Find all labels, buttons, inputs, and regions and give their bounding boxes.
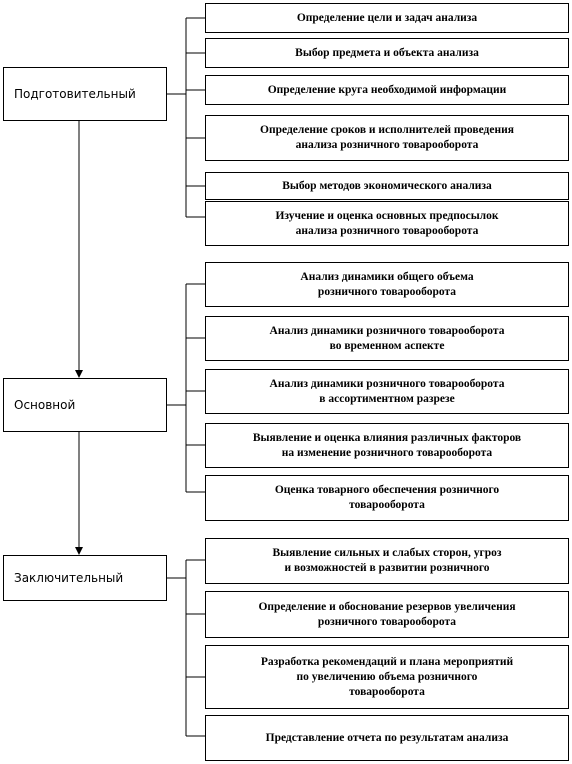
stage-box-prep: Подготовительный — [3, 67, 167, 121]
step-label: Изучение и оценка основных предпосылок анализа розничного товарооборота — [275, 209, 499, 237]
step-box-final-4 — [205, 715, 569, 761]
step-label: Определение круга необходимой информации — [267, 83, 507, 96]
step-label: Определение и обоснование резервов увеличения розничного товарооборота — [258, 600, 516, 628]
step-box-final-2 — [205, 591, 569, 638]
step-box-prep-4 — [205, 115, 569, 161]
step-label: Выявление сильных и слабых сторон, угроз и возможностей в развитии розничного — [272, 547, 502, 574]
step-label: Выбор методов экономического анализа — [282, 179, 492, 192]
step-label: Анализ динамики розничного товарооборота в ассортиментном разрезе — [269, 377, 505, 405]
step-label: Определение сроков и исполнителей проведения анализа розничного товарооборота — [260, 124, 514, 151]
step-box-main-2 — [205, 316, 569, 361]
step-box-prep-3 — [205, 75, 569, 105]
stage-box-final: Заключительный — [3, 555, 167, 601]
step-box-final-1 — [205, 538, 569, 584]
step-box-main-1 — [205, 262, 569, 307]
step-label: Оценка товарного обеспечения розничного товарооборота — [274, 484, 500, 511]
step-box-prep-6 — [205, 201, 569, 246]
step-label: Представление отчета по результатам анализа — [265, 731, 509, 744]
step-label: Выбор предмета и объекта анализа — [295, 46, 479, 59]
step-box-prep-5 — [205, 172, 569, 200]
step-box-final-3 — [205, 645, 569, 709]
step-box-prep-1 — [205, 3, 569, 33]
step-label: Определение цели и задач анализа — [296, 11, 478, 24]
step-label: Выявление и оценка влияния различных факторов на изменение розничного товарооборота — [252, 431, 522, 459]
stage-box-main: Основной — [3, 378, 167, 432]
step-box-prep-2 — [205, 38, 569, 68]
step-box-main-5 — [205, 475, 569, 521]
step-box-main-4 — [205, 423, 569, 468]
step-label: Анализ динамики общего объема розничного товарооборота — [300, 270, 474, 298]
step-label: Анализ динамики розничного товарооборота во временном аспекте — [269, 324, 505, 352]
step-box-main-3 — [205, 369, 569, 414]
step-label: Разработка рекомендаций и плана мероприятий по увеличению объема розничного товарооборота — [260, 655, 514, 698]
